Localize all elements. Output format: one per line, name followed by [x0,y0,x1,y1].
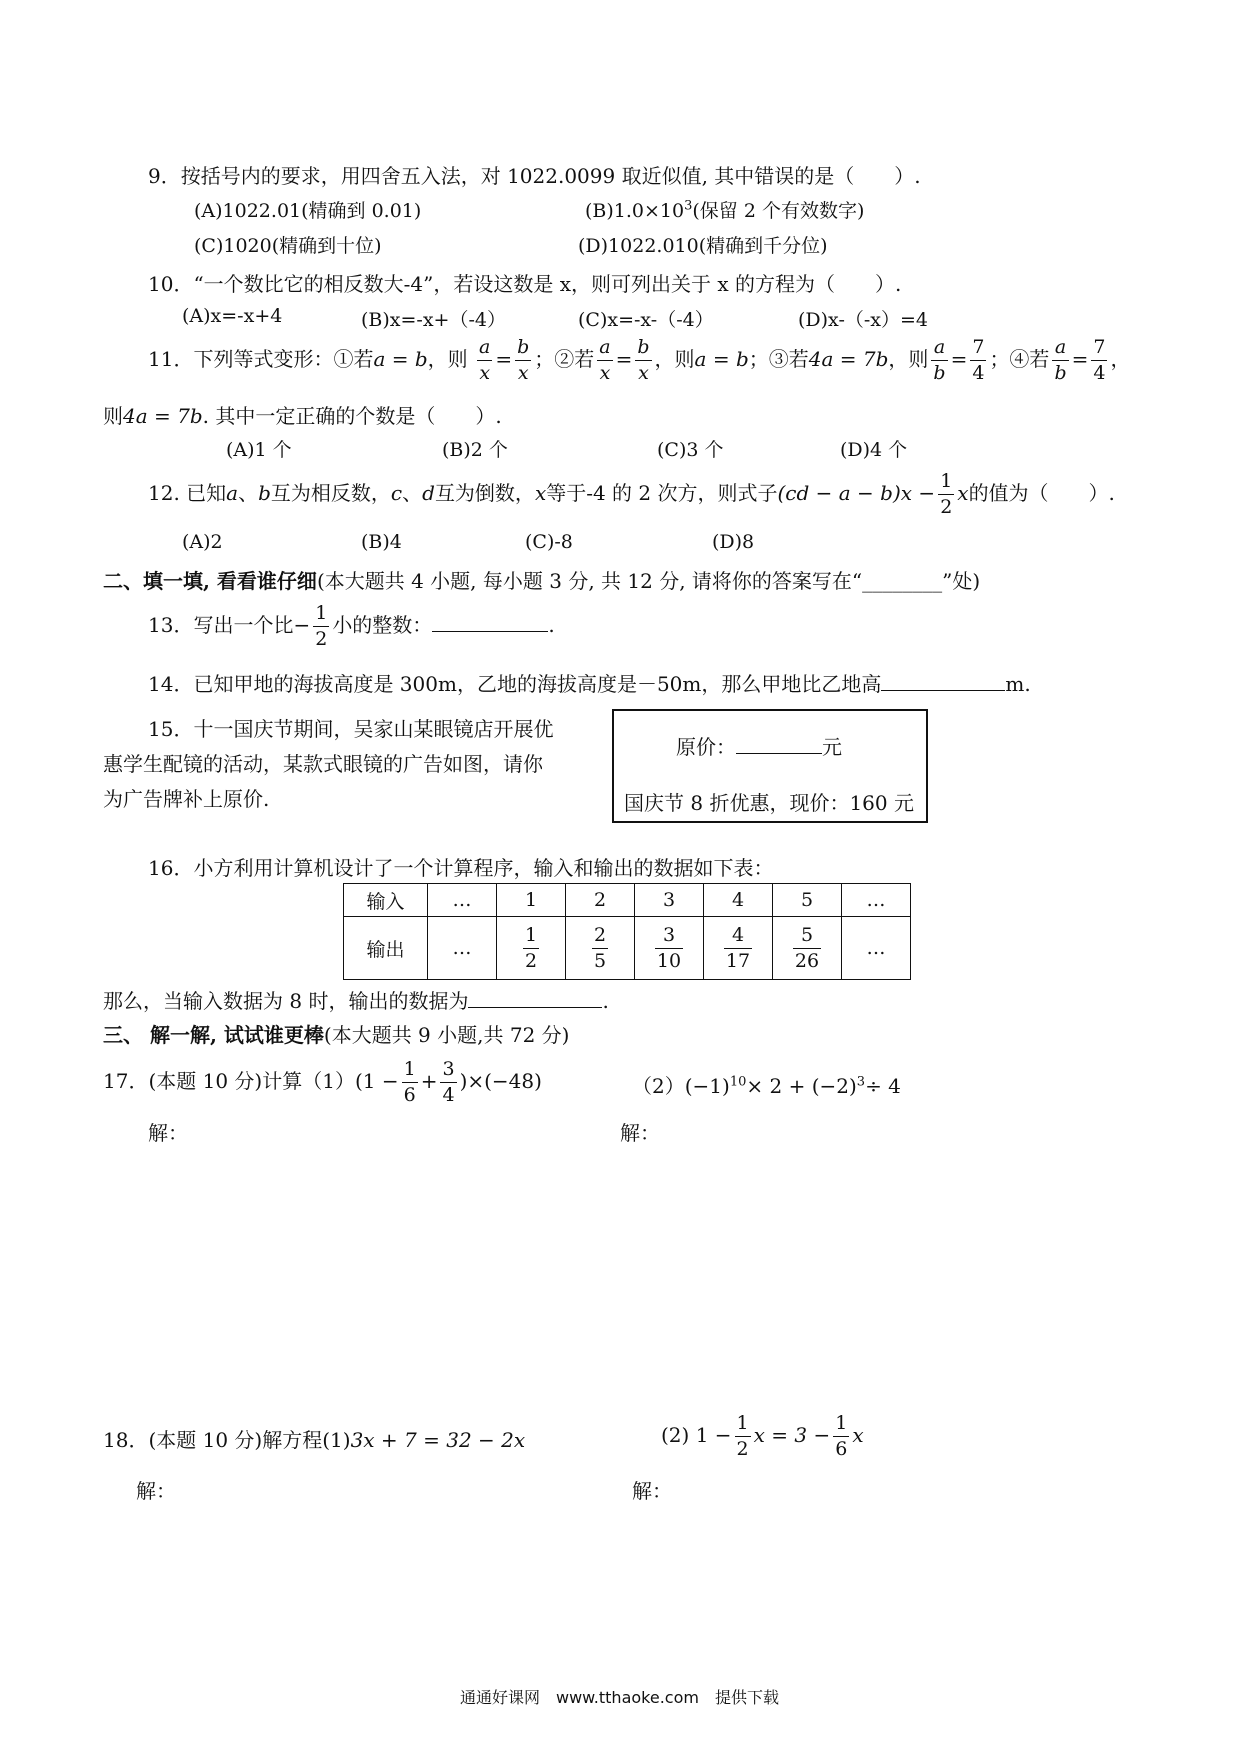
table-cell: $\frac{4}{17}$ [704,917,773,980]
q12-stem: 12. 已知a、b互为相反数，c、d互为倒数，x等于-4 的 2 次方，则式子(cd − a − b)x − $\frac{1}{2}$ x的值为（ ）. [148,470,1115,518]
ad-original-price: 原价： 元 [676,735,842,759]
fraction: $\frac{1}{2}$ [315,602,328,650]
fraction: $\frac{3}{4}$ [442,1058,455,1106]
q11-option-c: (C)3 个 [657,439,724,461]
table-cell: $\frac{5}{26}$ [773,917,842,980]
q16-answer-blank[interactable] [468,989,602,1008]
table-cell: … [842,884,911,917]
ad-offer-text: 国庆节 8 折优惠，现价：160 元 [624,791,914,815]
q12-option-b: (B)4 [361,531,402,553]
q18-solution-label-2: 解： [632,1479,672,1503]
table-header-output: 输出 [344,917,428,980]
q16-tail: 那么，当输入数据为 8 时，输出的数据为 . [103,989,609,1013]
q11-option-d: (D)4 个 [840,439,908,461]
fraction: $\frac{a}{b}$ [1054,336,1067,384]
q17-part1: 17．(本题 10 分)计算（1）(1 − $\frac{1}{6}$ + $\frac{3}{4}$ )×(−48) [103,1058,542,1106]
q17-part2: $(2)(-1)^{10}\times 2 + (-2)^3\div 4$ [632,1074,901,1098]
fraction: $\frac{a}{x}$ [599,336,611,384]
footer-source: 通通好课网 www.tthaoke.com 提供下载 [460,1688,779,1707]
table-cell: … [428,884,497,917]
q9-option-d: (D)1022.010(精确到千分位) [578,235,828,257]
q10-option-c: (C)x=-x-（-4） [578,309,714,331]
table-header-input: 输入 [344,884,428,917]
fraction: $\frac{1}{2}$ [736,1412,749,1460]
q18-part2: (2) 1 − $\frac{1}{2}$ x = 3 − $\frac{1}{6}$ x [661,1412,864,1460]
q17-solution-label-1: 解： [148,1121,188,1145]
q15-line1: 15．十一国庆节期间，吴家山某眼镜店开展优 [148,717,554,741]
q15-line2: 惠学生配镜的活动，某款式眼镜的广告如图，请你 [103,752,543,776]
q13-stem: 13．写出一个比− $\frac{1}{2}$ 小的整数： . [148,602,555,650]
table-cell: … [428,917,497,980]
table-cell: 4 [704,884,773,917]
table-cell: 1 [497,884,566,917]
q17-solution-label-2: 解： [620,1121,660,1145]
q14-answer-blank[interactable] [881,672,1005,691]
q11-line2: 则4a = 7b. 其中一定正确的个数是（ ）. [103,404,502,428]
q11-line1: 11．下列等式变形：①若a = b，则 $\frac{a}{x}$ = $\frac{b}{x}$ ；②若 $\frac{a}{x}$ = $\frac{b}{x}$ ，则a = b；③若4a = 7b，则 $\frac{a}{b}$ = $\frac{7}{4}$ ；④若 $\frac{a}{b}$ = $\frac{7}{4}$ ， [148,336,1131,384]
section-3-header: 三、 解一解, 试试谁更棒(本大题共 9 小题,共 72 分) [103,1023,570,1047]
q10-option-a: (A)x=-x+4 [182,305,283,327]
q16-stem: 16．小方利用计算机设计了一个计算程序，输入和输出的数据如下表： [148,856,774,880]
fraction: $\frac{1}{2}$ [940,470,953,518]
fraction: $\frac{7}{4}$ [1093,336,1106,384]
table-cell: $\frac{1}{2}$ [497,917,566,980]
table-cell: … [842,917,911,980]
q9-option-a: (A)1022.01(精确到 0.01) [194,200,422,222]
q12-option-d: (D)8 [712,531,755,553]
q18-part1: 18．(本题 10 分)解方程(1)3x + 7 = 32 − 2x [103,1428,526,1452]
q12-option-a: (A)2 [182,531,223,553]
q9-option-b: $(B)1.0\times 10^3$(保留 2 个有效数字) [585,198,865,222]
table-cell: 3 [635,884,704,917]
table-cell: 2 [566,884,635,917]
q18-solution-label-1: 解： [136,1479,176,1503]
q11-option-b: (B)2 个 [442,439,508,461]
q9-stem: 9．按括号内的要求，用四舍五入法，对 1022.0099 取近似值, 其中错误的是（ ）. [148,164,921,188]
fraction: $\frac{1}{6}$ [403,1058,416,1106]
fraction: $\frac{7}{4}$ [972,336,985,384]
q12-option-c: (C)-8 [525,531,573,553]
fraction: $\frac{1}{6}$ [835,1412,848,1460]
q14-stem: 14．已知甲地的海拔高度是 300m，乙地的海拔高度是－50m，那么甲地比乙地高 m. [148,672,1031,696]
q10-option-b: (B)x=-x+（-4） [361,309,506,331]
fraction: $\frac{a}{x}$ [479,336,491,384]
table-cell: $\frac{2}{5}$ [566,917,635,980]
fraction: $\frac{a}{b}$ [933,336,946,384]
q9-option-c: (C)1020(精确到十位) [194,235,382,257]
table-cell: 5 [773,884,842,917]
q11-option-a: (A)1 个 [226,439,292,461]
section-2-header: 二、填一填, 看看谁仔细(本大题共 4 小题, 每小题 3 分, 共 12 分, 请将你的答案写在“________”处) [103,569,981,593]
q15-line3: 为广告牌补上原价. [103,787,270,811]
q10-option-d: (D)x-（-x）=4 [798,309,929,331]
advertisement-board [612,709,928,823]
input-output-table [343,883,911,980]
q13-answer-blank[interactable] [432,613,548,632]
q10-stem: 10．“一个数比它的相反数大-4”，若设这数是 x，则可列出关于 x 的方程为（ ）. [148,272,902,296]
fraction: $\frac{b}{x}$ [517,336,530,384]
fraction: $\frac{b}{x}$ [637,336,650,384]
table-cell: $\frac{3}{10}$ [635,917,704,980]
q15-answer-blank[interactable] [736,735,822,754]
